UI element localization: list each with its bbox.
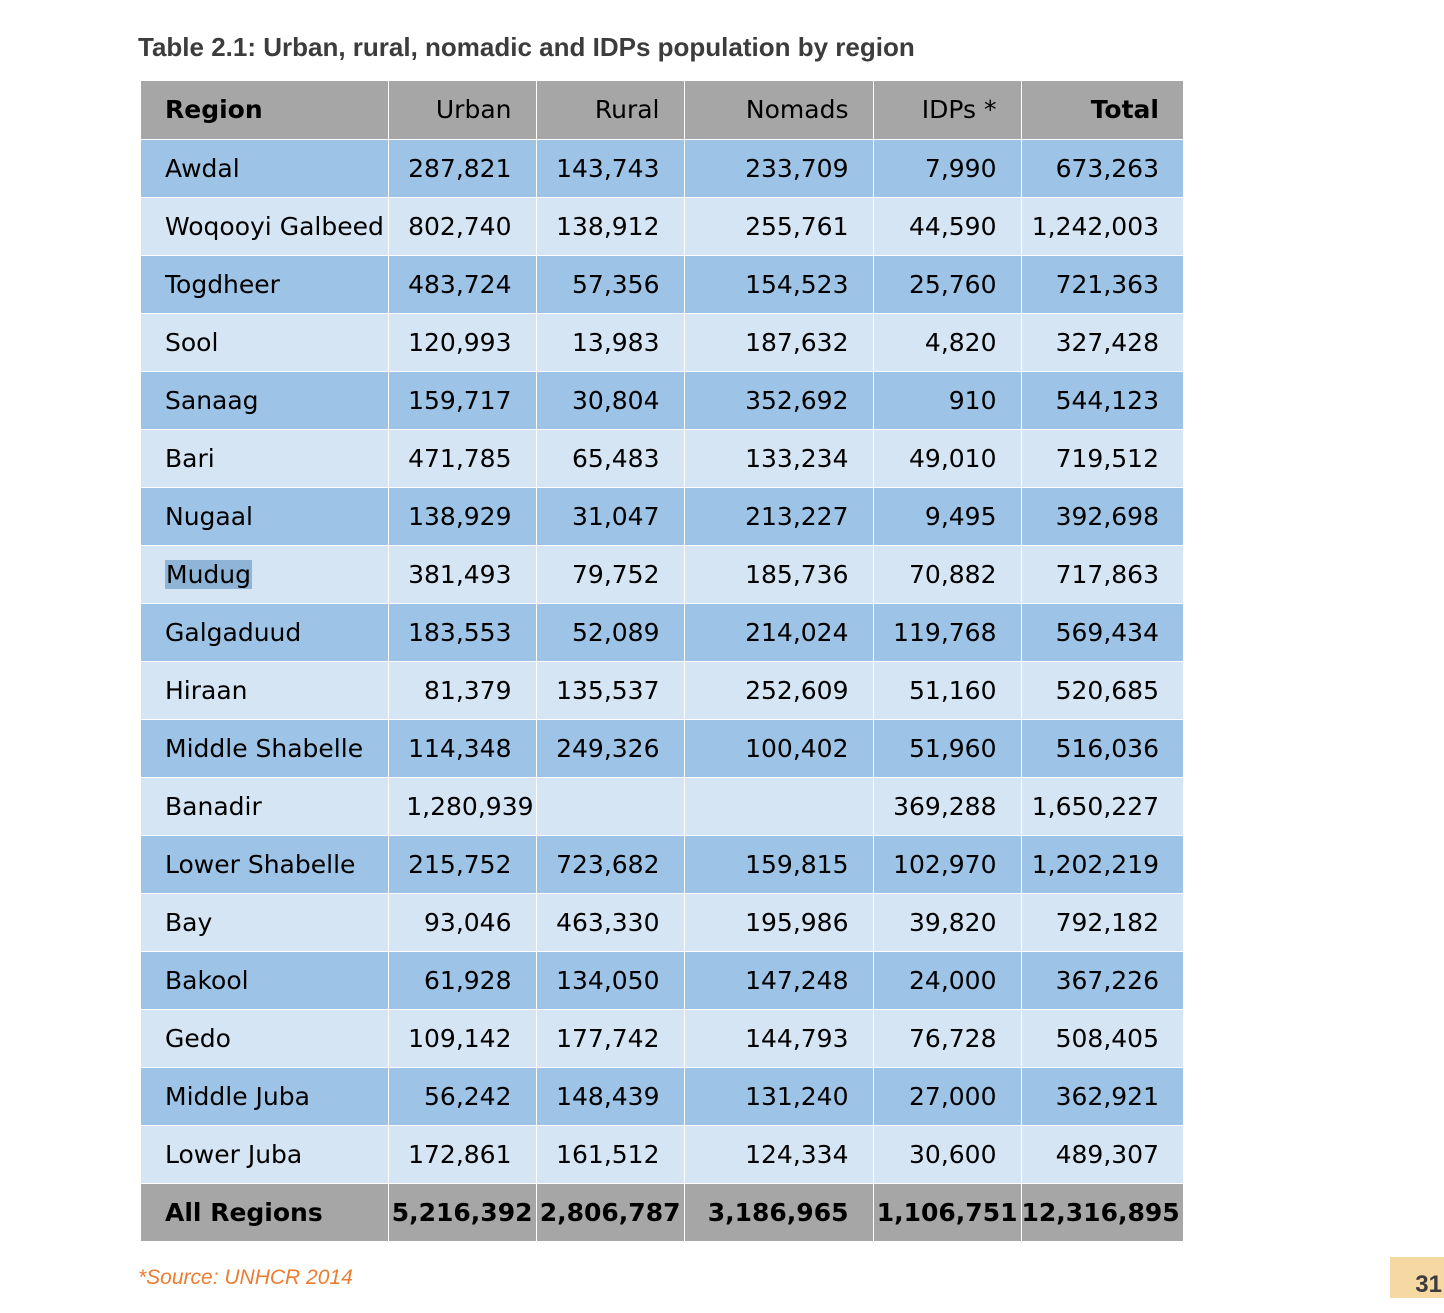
cell-total: 489,307: [1021, 1125, 1183, 1183]
table-row: [141, 835, 1183, 893]
cell-idps: 30,600: [873, 1125, 1021, 1183]
cell-rural: 13,983: [536, 313, 684, 371]
cell-total: 569,434: [1021, 603, 1183, 661]
cell-total: 721,363: [1021, 255, 1183, 313]
table-row: [141, 603, 1183, 661]
cell-idps: 24,000: [873, 951, 1021, 1009]
cell-rural: 65,483: [536, 429, 684, 487]
cell-region: Lower Juba: [141, 1125, 388, 1183]
cell-rural: 177,742: [536, 1009, 684, 1067]
cell-rural: 143,743: [536, 139, 684, 197]
cell-urban: 56,242: [388, 1067, 536, 1125]
cell-idps: 369,288: [873, 777, 1021, 835]
header-urban: Urban: [388, 81, 536, 139]
cell-idps: 25,760: [873, 255, 1021, 313]
table-row: [141, 545, 1183, 603]
cell-region: Bari: [141, 429, 388, 487]
header-nomads: Nomads: [684, 81, 873, 139]
cell-urban: 287,821: [388, 139, 536, 197]
table-caption: Table 2.1: Urban, rural, nomadic and IDPs population by region: [138, 32, 915, 62]
cell-idps: 7,990: [873, 139, 1021, 197]
cell-region: Lower Shabelle: [141, 835, 388, 893]
cell-urban: 215,752: [388, 835, 536, 893]
cell-idps: 49,010: [873, 429, 1021, 487]
cell-total: 792,182: [1021, 893, 1183, 951]
cell-total: 516,036: [1021, 719, 1183, 777]
cell-nomads: 185,736: [684, 545, 873, 603]
cell-urban: 114,348: [388, 719, 536, 777]
cell-idps: 51,160: [873, 661, 1021, 719]
cell-region: Bay: [141, 893, 388, 951]
header-idps: IDPs *: [873, 81, 1021, 139]
cell-urban: 183,553: [388, 603, 536, 661]
table-row: [141, 313, 1183, 371]
cell-nomads: 100,402: [684, 719, 873, 777]
cell-idps: 70,882: [873, 545, 1021, 603]
cell-region: Middle Juba: [141, 1067, 388, 1125]
cell-idps: 44,590: [873, 197, 1021, 255]
cell-total: 362,921: [1021, 1067, 1183, 1125]
cell-total: 1,242,003: [1021, 197, 1183, 255]
totals-row: [141, 1183, 1183, 1241]
cell-urban: 172,861: [388, 1125, 536, 1183]
table-row: [141, 661, 1183, 719]
table-row: [141, 429, 1183, 487]
page-number-tab: 31: [1390, 1257, 1444, 1298]
cell-total: 392,698: [1021, 487, 1183, 545]
cell-urban: 109,142: [388, 1009, 536, 1067]
cell-region: Galgaduud: [141, 603, 388, 661]
cell-total: 717,863: [1021, 545, 1183, 603]
cell-region: Hiraan: [141, 661, 388, 719]
table-row: [141, 487, 1183, 545]
cell-idps: 27,000: [873, 1067, 1021, 1125]
cell-nomads: [684, 777, 873, 835]
cell-region: Banadir: [141, 777, 388, 835]
cell-rural: 134,050: [536, 951, 684, 1009]
cell-total: 520,685: [1021, 661, 1183, 719]
cell-urban: 1,280,939: [388, 777, 536, 835]
cell-region: Awdal: [141, 139, 388, 197]
cell-urban: 61,928: [388, 951, 536, 1009]
header-region: Region: [141, 81, 388, 139]
table-row: [141, 1067, 1183, 1125]
cell-rural: 148,439: [536, 1067, 684, 1125]
cell-region: Middle Shabelle: [141, 719, 388, 777]
cell-nomads: 352,692: [684, 371, 873, 429]
cell-region: Woqooyi Galbeed: [141, 197, 388, 255]
cropped-previous-line: [480, 0, 960, 4]
cell-nomads: 187,632: [684, 313, 873, 371]
cell-rural: 249,326: [536, 719, 684, 777]
table-row: [141, 777, 1183, 835]
table-row: [141, 255, 1183, 313]
cell-urban: 159,717: [388, 371, 536, 429]
cell-region: Gedo: [141, 1009, 388, 1067]
population-table: [141, 81, 1183, 1242]
cell-idps: 910: [873, 371, 1021, 429]
cell-nomads: 159,815: [684, 835, 873, 893]
cell-idps: 9,495: [873, 487, 1021, 545]
cell-idps: 4,820: [873, 313, 1021, 371]
cell-urban: 138,929: [388, 487, 536, 545]
totals-idps: 1,106,751: [873, 1183, 1021, 1241]
cell-total: 719,512: [1021, 429, 1183, 487]
cell-rural: [536, 777, 684, 835]
cell-urban: 802,740: [388, 197, 536, 255]
cell-nomads: 147,248: [684, 951, 873, 1009]
totals-region: All Regions: [141, 1183, 388, 1241]
cell-urban: 483,724: [388, 255, 536, 313]
cell-idps: 76,728: [873, 1009, 1021, 1067]
cell-urban: 471,785: [388, 429, 536, 487]
table-row: [141, 197, 1183, 255]
cell-idps: 51,960: [873, 719, 1021, 777]
cell-total: 508,405: [1021, 1009, 1183, 1067]
cell-nomads: 214,024: [684, 603, 873, 661]
cell-nomads: 252,609: [684, 661, 873, 719]
table-row: [141, 719, 1183, 777]
cell-rural: 135,537: [536, 661, 684, 719]
cell-nomads: 133,234: [684, 429, 873, 487]
cell-nomads: 233,709: [684, 139, 873, 197]
cell-total: 367,226: [1021, 951, 1183, 1009]
cell-rural: 79,752: [536, 545, 684, 603]
header-rural: Rural: [536, 81, 684, 139]
cell-total: 327,428: [1021, 313, 1183, 371]
cell-total: 1,202,219: [1021, 835, 1183, 893]
cell-urban: 381,493: [388, 545, 536, 603]
cell-region: [141, 545, 388, 603]
cell-nomads: 195,986: [684, 893, 873, 951]
source-note: *Source: UNHCR 2014: [138, 1266, 353, 1289]
header-total: Total: [1021, 81, 1183, 139]
cell-nomads: 124,334: [684, 1125, 873, 1183]
cell-rural: 138,912: [536, 197, 684, 255]
cell-nomads: 154,523: [684, 255, 873, 313]
cell-idps: 102,970: [873, 835, 1021, 893]
table-row: [141, 951, 1183, 1009]
totals-total: 12,316,895: [1021, 1183, 1183, 1241]
cell-rural: 57,356: [536, 255, 684, 313]
table-row: [141, 1125, 1183, 1183]
totals-urban: 5,216,392: [388, 1183, 536, 1241]
cell-total: 673,263: [1021, 139, 1183, 197]
cell-rural: 463,330: [536, 893, 684, 951]
cell-nomads: 255,761: [684, 197, 873, 255]
highlighted-region-text: Mudug: [166, 559, 251, 589]
cell-urban: 120,993: [388, 313, 536, 371]
cell-region: Sool: [141, 313, 388, 371]
cell-nomads: 213,227: [684, 487, 873, 545]
cell-rural: 161,512: [536, 1125, 684, 1183]
table-row: [141, 1009, 1183, 1067]
totals-nomads: 3,186,965: [684, 1183, 873, 1241]
cell-idps: 119,768: [873, 603, 1021, 661]
cell-rural: 52,089: [536, 603, 684, 661]
cell-nomads: 131,240: [684, 1067, 873, 1125]
cell-total: 1,650,227: [1021, 777, 1183, 835]
cell-total: 544,123: [1021, 371, 1183, 429]
cell-rural: 31,047: [536, 487, 684, 545]
table-row: [141, 371, 1183, 429]
cell-nomads: 144,793: [684, 1009, 873, 1067]
cell-region: Bakool: [141, 951, 388, 1009]
cell-urban: 81,379: [388, 661, 536, 719]
cell-idps: 39,820: [873, 893, 1021, 951]
cell-urban: 93,046: [388, 893, 536, 951]
totals-rural: 2,806,787: [536, 1183, 684, 1241]
cell-region: Nugaal: [141, 487, 388, 545]
cell-rural: 723,682: [536, 835, 684, 893]
table-row: [141, 893, 1183, 951]
header-row: [141, 81, 1183, 139]
cell-region: Sanaag: [141, 371, 388, 429]
table-row: [141, 139, 1183, 197]
cell-region: Togdheer: [141, 255, 388, 313]
cell-rural: 30,804: [536, 371, 684, 429]
